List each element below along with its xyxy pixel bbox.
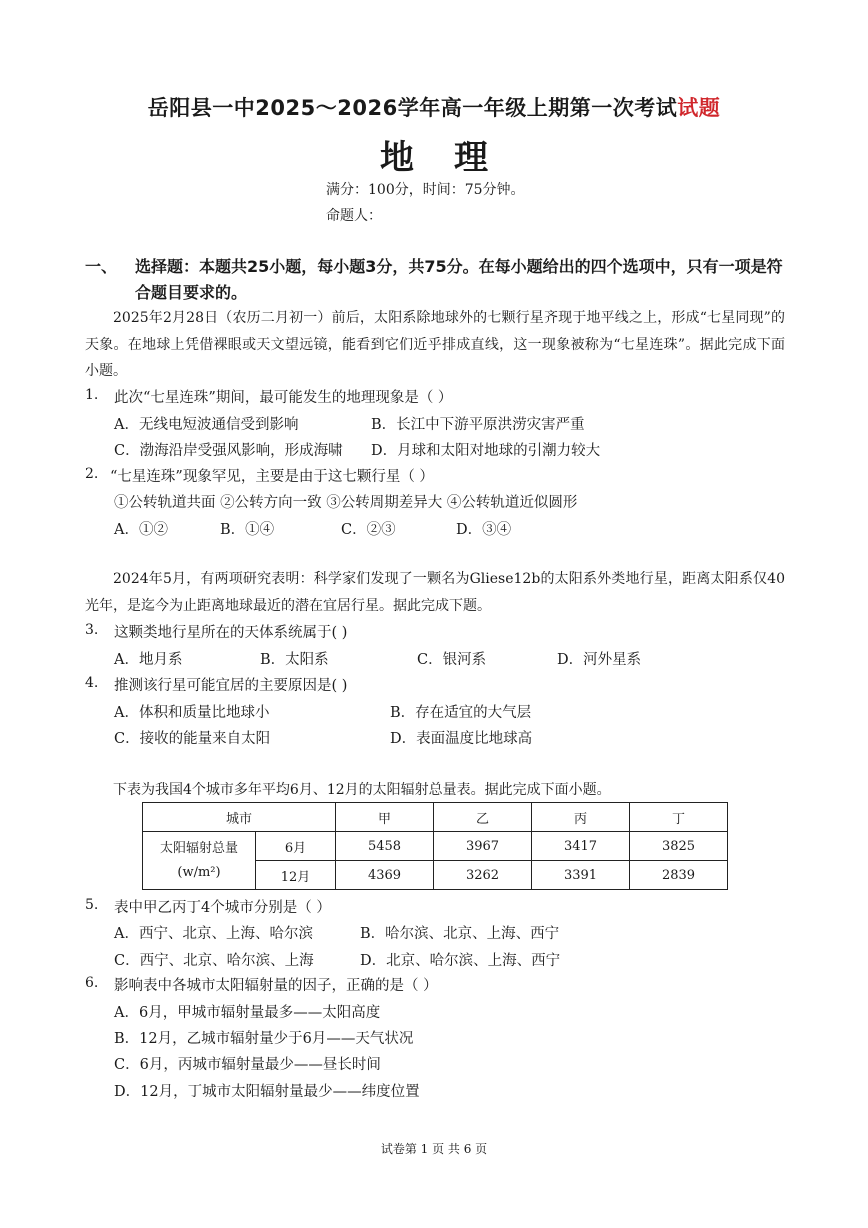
author-info: 命题人： bbox=[326, 208, 382, 224]
question-4-option-b: B．存在适宜的大气层 bbox=[390, 705, 532, 721]
question-1-option-a: A．无线电短波通信受到影响 bbox=[114, 417, 299, 433]
question-1-option-c: C．渤海沿岸受强风影响，形成海啸 bbox=[114, 443, 343, 459]
passage-3: 下表为我国4个城市多年平均6月、12月的太阳辐射总量表。据此完成下面小题。 bbox=[113, 782, 611, 798]
question-2-option-c: C．②③ bbox=[341, 522, 396, 538]
section-heading bbox=[85, 254, 790, 306]
question-6-option-d: D．12月，丁城市太阳辐射量最少——纬度位置 bbox=[114, 1084, 420, 1100]
passage-2: 2024年5月，有两项研究表明：科学家们发现了一颗名为Gliese12b的太阳系外类地行星，距离太阳系仅40光年，是迄今为止距离地球最近的潜在宜居行星。据此完成下题。 bbox=[85, 571, 785, 614]
table-header-city: 城市 bbox=[143, 803, 336, 832]
subject-title: 地理 bbox=[380, 138, 528, 178]
exam-title bbox=[0, 92, 868, 122]
table-header-yi: 乙 bbox=[434, 803, 532, 832]
table-row-label-line2: (w/m²) bbox=[177, 864, 221, 880]
question-4-option-c: C．接收的能量来自太阳 bbox=[114, 731, 271, 747]
question-5-option-c: C．西宁、北京、哈尔滨、上海 bbox=[114, 953, 314, 969]
question-5-option-a: A．西宁、北京、上海、哈尔滨 bbox=[114, 926, 313, 942]
table-cell: 5458 bbox=[336, 832, 434, 861]
question-6-option-b: B．12月，乙城市辐射量少于6月——天气状况 bbox=[114, 1031, 414, 1047]
table-header-bing: 丙 bbox=[532, 803, 630, 832]
question-1-option-b: B．长江中下游平原洪涝灾害严重 bbox=[371, 417, 585, 433]
question-2-items: ①公转轨道共面 ②公转方向一致 ③公转周期差异大 ④公转轨道近似圆形 bbox=[114, 495, 578, 511]
page-footer: 试卷第 1 页 共 6 页 bbox=[380, 1142, 488, 1156]
question-6-option-a: A．6月，甲城市辐射量最多——太阳高度 bbox=[114, 1005, 381, 1021]
passage-1: 2025年2月28日（农历二月初一）前后，太阳系除地球外的七颗行星齐现于地平线之上，形成“七星同现”的天象。在地球上凭借裸眼或天文望远镜，能看到它们近乎排成直线，这一现象被称为“七星连珠”。据此完成下面小题。 bbox=[85, 310, 785, 379]
question-3-option-a: A．地月系 bbox=[114, 652, 183, 668]
table-cell: 3417 bbox=[532, 832, 630, 861]
question-1-number: 1. bbox=[85, 387, 99, 403]
table-cell: 3967 bbox=[434, 832, 532, 861]
question-1-option-d: D．月球和太阳对地球的引潮力较大 bbox=[371, 443, 601, 459]
exam-title-main: 岳阳县一中2025～2026学年高一年级上期第一次考试 bbox=[147, 96, 678, 120]
question-6-number: 6. bbox=[85, 975, 99, 991]
table-cell: 2839 bbox=[630, 861, 728, 890]
question-2-option-b: B．①④ bbox=[220, 522, 275, 538]
question-1-stem: 此次“七星连珠”期间，最可能发生的地理现象是（ ） bbox=[114, 390, 453, 406]
table-header-jia: 甲 bbox=[336, 803, 434, 832]
question-3-stem: 这颗类地行星所在的天体系统属于( ) bbox=[114, 625, 348, 641]
question-4-option-a: A．体积和质量比地球小 bbox=[114, 705, 270, 721]
question-6-option-c: C．6月，丙城市辐射量最少——昼长时间 bbox=[114, 1057, 381, 1073]
table-cell: 3825 bbox=[630, 832, 728, 861]
question-5-number: 5. bbox=[85, 897, 99, 913]
table-month-jun: 6月 bbox=[256, 832, 336, 861]
question-6-stem: 影响表中各城市太阳辐射量的因子，正确的是（ ） bbox=[114, 978, 438, 994]
question-2-option-a: A．①② bbox=[114, 522, 168, 538]
table-row-label bbox=[143, 832, 256, 890]
question-3-option-d: D．河外星系 bbox=[557, 652, 642, 668]
table-header-row bbox=[143, 803, 728, 832]
section-number: 一、 bbox=[85, 257, 118, 276]
solar-radiation-table bbox=[142, 802, 728, 890]
table-row bbox=[143, 832, 728, 861]
exam-title-red: 试题 bbox=[677, 96, 721, 120]
question-3-option-c: C．银河系 bbox=[417, 652, 487, 668]
question-4-option-d: D．表面温度比地球高 bbox=[390, 731, 533, 747]
table-month-dec: 12月 bbox=[256, 861, 336, 890]
question-5-stem: 表中甲乙丙丁4个城市分别是（ ） bbox=[114, 900, 331, 916]
question-2-number: 2. bbox=[85, 466, 99, 482]
question-4-stem: 推测该行星可能宜居的主要原因是( ) bbox=[114, 678, 348, 694]
full-score-info: 满分：100分，时间：75分钟。 bbox=[326, 182, 525, 198]
question-5-option-d: D．北京、哈尔滨、上海、西宁 bbox=[360, 953, 561, 969]
question-2-stem: “七星连珠”现象罕见，主要是由于这七颗行星（ ） bbox=[110, 469, 434, 485]
question-3-number: 3. bbox=[85, 622, 99, 638]
table-cell: 3262 bbox=[434, 861, 532, 890]
question-4-number: 4. bbox=[85, 675, 99, 691]
table-cell: 3391 bbox=[532, 861, 630, 890]
question-3-option-b: B．太阳系 bbox=[260, 652, 329, 668]
table-cell: 4369 bbox=[336, 861, 434, 890]
table-header-ding: 丁 bbox=[630, 803, 728, 832]
question-2-option-d: D．③④ bbox=[456, 522, 512, 538]
question-5-option-b: B．哈尔滨、北京、上海、西宁 bbox=[360, 926, 560, 942]
section-instructions: 选择题：本题共25小题，每小题3分，共75分。在每小题给出的四个选项中，只有一项是符合题目要求的。 bbox=[135, 257, 783, 302]
table-row-label-line1: 太阳辐射总量 bbox=[159, 840, 238, 856]
